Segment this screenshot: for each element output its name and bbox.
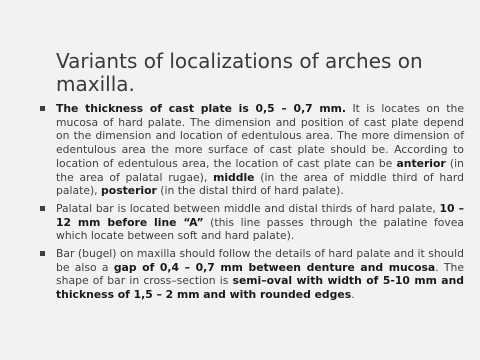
bullet-marker-icon bbox=[40, 206, 45, 211]
text-run: (in the area of palatal rugae), bbox=[56, 156, 464, 184]
text-run: Palatal bar is located between middle and distal thirds of hard palate, bbox=[56, 201, 440, 215]
text-run-bold: gap of 0,4 – 0,7 mm between denture and mucosa bbox=[113, 260, 436, 274]
text-run-bold: The thickness of cast plate is 0,5 – 0,7 mm. bbox=[56, 102, 347, 115]
text-run: . The shape of bar in cross–section is bbox=[56, 260, 464, 288]
slide-title: Variants of localizations of arches on maxilla. bbox=[56, 49, 423, 96]
text-run: (in the distal third of hard palate). bbox=[156, 184, 344, 198]
text-run: . bbox=[351, 288, 355, 302]
bullet-list bbox=[40, 102, 464, 306]
bullet-item-1 bbox=[40, 102, 464, 198]
bullet-item-2 bbox=[40, 202, 464, 243]
bullet-marker-icon bbox=[40, 106, 45, 111]
text-run-bold: middle bbox=[213, 170, 255, 184]
bullet-text bbox=[56, 247, 464, 301]
text-run-bold: anterior bbox=[396, 156, 446, 170]
bullet-marker-icon bbox=[40, 251, 45, 256]
text-run: Bar (bugel) on maxilla should follow the details of hard palate and it should be also a bbox=[56, 247, 464, 274]
bullet-text bbox=[56, 202, 464, 242]
text-run-bold: semi–oval with width of 5-10 mm and thickness of 1,5 – 2 mm and with rounded edges bbox=[56, 274, 464, 302]
bullet-item-3 bbox=[40, 247, 464, 302]
text-run-bold: posterior bbox=[101, 184, 157, 198]
bullet-text bbox=[56, 102, 464, 197]
text-run: It is locates on the mucosa of hard palate. The dimension and position of cast plate depend on the dimension and location of edentulous area. The more dimension of edentulous area the more surface of cast plate should be. According to location of edentulous area, the location of cast plate can be bbox=[56, 102, 465, 170]
text-run: (in the area of middle third of hard palate), bbox=[56, 170, 464, 198]
text-run: (this line passes through the palatine fovea which locate between soft and hard palate). bbox=[56, 215, 464, 243]
text-run-bold: 10 – 12 mm before line “A” bbox=[56, 201, 465, 229]
